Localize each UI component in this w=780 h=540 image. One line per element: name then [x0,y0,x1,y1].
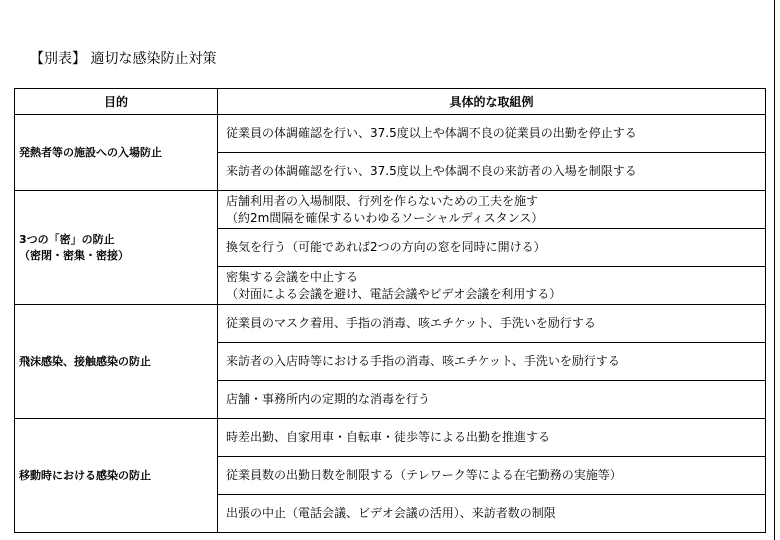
measure-line: 出張の中止（電話会議、ビデオ会議の活用）、来訪者数の制限 [226,506,556,520]
purpose-line: 発熱者等の施設への入場防止 [19,145,162,159]
measure-line: （約2m間隔を確保するいわゆるソーシャルディスタンス） [226,210,544,225]
header-measures: 具体的な取組例 [218,89,766,115]
table-row [15,115,766,153]
measure-cell [218,191,766,229]
page-title: 【別表】 適切な感染防止対策 [30,51,217,67]
measure-line: 時差出勤、自家用車・自転車・徒歩等による出勤を推進する [226,430,551,444]
measure-cell [218,267,766,305]
measure-cell [218,457,766,495]
measure-line: 従業員の体調確認を行い、37.5度以上や体調不良の従業員の出勤を停止する [226,126,637,140]
measure-cell [218,115,766,153]
purpose-line: 移動時における感染の防止 [19,468,151,482]
measure-line: 来訪者の入店時等における手指の消毒、咳エチケット、手洗いを励行する [226,354,620,368]
measure-cell [218,343,766,381]
measure-line: 従業員数の出勤日数を制限する（テレワーク等による在宅勤務の実施等） [226,468,622,482]
measure-cell [218,229,766,267]
measure-cell [218,495,766,533]
purpose-line: 3つの「密」の防止 [19,232,115,246]
purpose-cell [15,191,218,305]
purpose-cell [15,115,218,191]
measure-line: 密集する会議を中止する [226,269,359,284]
measure-line: 来訪者の体調確認を行い、37.5度以上や体調不良の来訪者の入場を制限する [226,164,637,178]
table-row [15,305,766,343]
measure-line: 従業員のマスク着用、手指の消毒、咳エチケット、手洗いを励行する [226,316,596,330]
measure-cell [218,305,766,343]
measure-line: 換気を行う（可能であれば2つの方向の窓を同時に開ける） [226,240,546,254]
purpose-line: （密閉・密集・密接） [19,248,129,262]
measure-cell [218,381,766,419]
page-frame-border [774,0,775,540]
measure-cell [218,419,766,457]
measure-cell [218,153,766,191]
measure-line: 店舗・事務所内の定期的な消毒を行う [226,392,431,406]
purpose-line: 飛沫感染、接触感染の防止 [19,354,151,368]
purpose-cell [15,305,218,419]
measure-line: 店舗利用者の入場制限、行列を作らないための工夫を施す [226,193,539,208]
purpose-cell [15,419,218,533]
measures-table [14,88,766,533]
table-header-row [15,89,766,115]
header-purpose: 目的 [15,89,218,115]
table-row [15,419,766,457]
measure-line: （対面による会議を避け、電話会議やビデオ会議を利用する） [226,286,562,301]
table-row [15,191,766,229]
